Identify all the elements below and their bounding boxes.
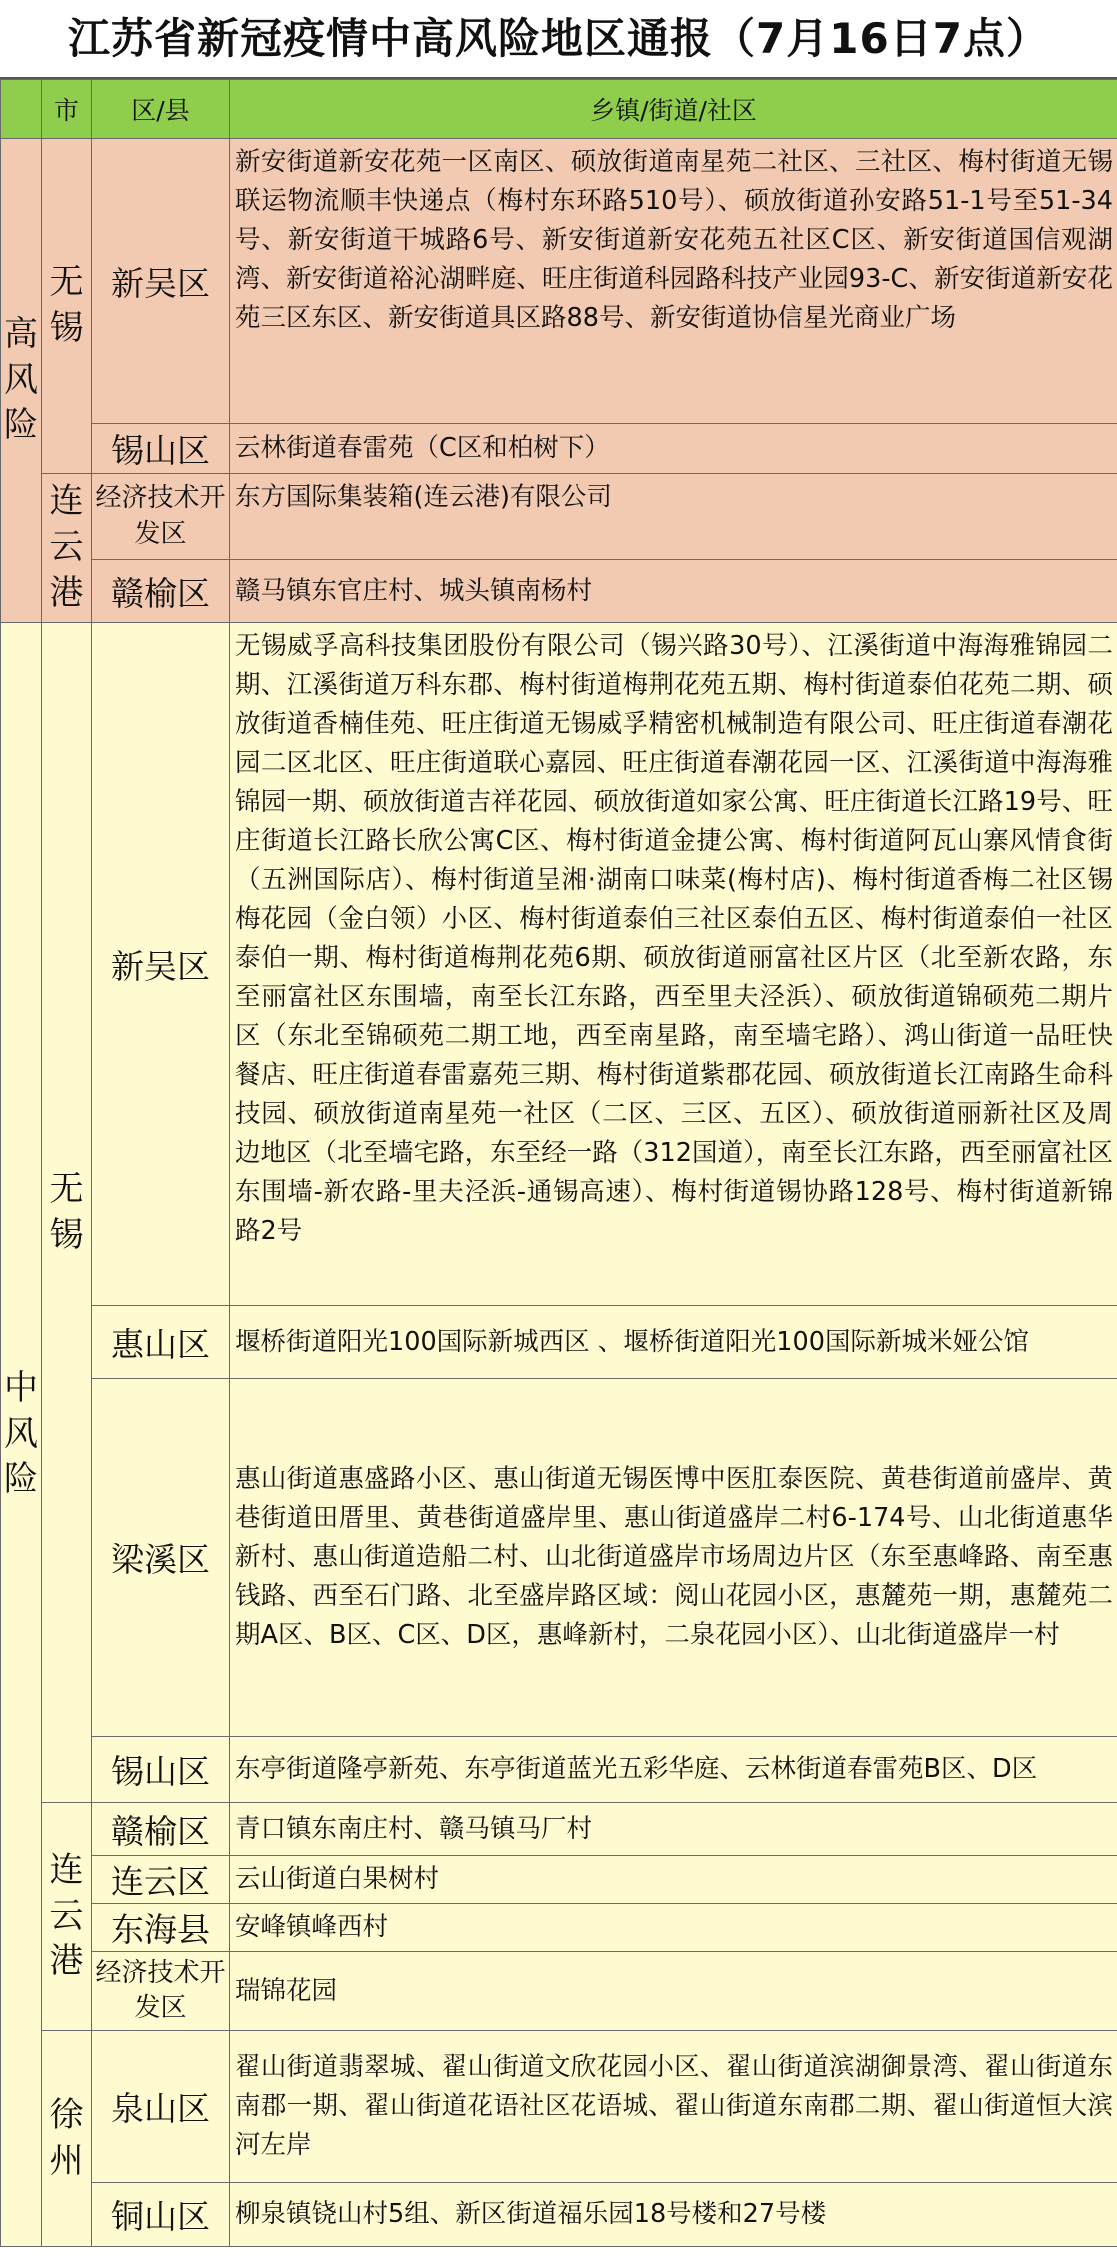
district-cell: 经济技术开发区 bbox=[92, 1952, 230, 2031]
table-row bbox=[1, 424, 1117, 474]
table-row bbox=[1, 1737, 1117, 1803]
district-cell: 赣榆区 bbox=[92, 1803, 230, 1856]
header-areas: 乡镇/街道/社区 bbox=[230, 80, 1117, 139]
areas-cell: 堰桥街道阳光100国际新城西区 、堰桥街道阳光100国际新城米娅公馆 bbox=[230, 1306, 1117, 1379]
table-row bbox=[1, 1803, 1117, 1856]
table-row bbox=[1, 560, 1117, 623]
table-row bbox=[1, 1379, 1117, 1737]
city-cell: 无锡 bbox=[42, 139, 92, 474]
header-risk bbox=[1, 80, 42, 139]
district-cell: 经济技术开发区 bbox=[92, 474, 230, 560]
district-cell: 新吴区 bbox=[92, 623, 230, 1306]
table-row bbox=[1, 1904, 1117, 1952]
district-cell: 赣榆区 bbox=[92, 560, 230, 623]
table-row bbox=[1, 623, 1117, 1306]
header-city: 市 bbox=[42, 80, 92, 139]
areas-cell: 瑞锦花园 bbox=[230, 1952, 1117, 2031]
areas-cell: 青口镇东南庄村、赣马镇马厂村 bbox=[230, 1803, 1117, 1856]
areas-cell: 云林街道春雷苑（C区和柏树下） bbox=[230, 424, 1117, 474]
areas-cell: 柳泉镇铙山村5组、新区街道福乐园18号楼和27号楼 bbox=[230, 2183, 1117, 2247]
page-title: 江苏省新冠疫情中高风险地区通报（7月16日7点） bbox=[0, 0, 1117, 79]
district-cell: 锡山区 bbox=[92, 424, 230, 474]
district-cell: 锡山区 bbox=[92, 1737, 230, 1803]
risk-level-medium: 中风险 bbox=[1, 623, 42, 2247]
areas-cell: 翟山街道翡翠城、翟山街道文欣花园小区、翟山街道滨湖御景湾、翟山街道东南郡一期、翟山街道花语社区花语城、翟山街道东南郡二期、翟山街道恒大滨河左岸 bbox=[230, 2031, 1117, 2183]
district-cell: 新吴区 bbox=[92, 139, 230, 424]
table-row bbox=[1, 2183, 1117, 2247]
table-row bbox=[1, 139, 1117, 424]
district-cell: 东海县 bbox=[92, 1904, 230, 1952]
district-cell: 梁溪区 bbox=[92, 1379, 230, 1737]
areas-cell: 安峰镇峰西村 bbox=[230, 1904, 1117, 1952]
city-cell: 连云港 bbox=[42, 1803, 92, 2031]
areas-cell: 惠山街道惠盛路小区、惠山街道无锡医博中医肛泰医院、黄巷街道前盛岸、黄巷街道田厝里、黄巷街道盛岸里、惠山街道盛岸二村6-174号、山北街道惠华新村、惠山街道造船二村、山北街道盛岸市场周边片区（东至惠峰路、南至惠钱路、西至石门路、北至盛岸路区域：阅山花园小区，惠麓苑一期，惠麓苑二期A区、B区、C区、D区，惠峰新村，二泉花园小区）、山北街道盛岸一村 bbox=[230, 1379, 1117, 1737]
district-cell: 连云区 bbox=[92, 1856, 230, 1904]
city-cell: 徐州 bbox=[42, 2031, 92, 2247]
table-row bbox=[1, 474, 1117, 560]
areas-cell: 东亭街道隆亭新苑、东亭街道蓝光五彩华庭、云林街道春雷苑B区、D区 bbox=[230, 1737, 1117, 1803]
risk-level-high: 高风险 bbox=[1, 139, 42, 623]
areas-cell: 云山街道白果树村 bbox=[230, 1856, 1117, 1904]
areas-cell: 新安街道新安花苑一区南区、硕放街道南星苑二社区、三社区、梅村街道无锡联运物流顺丰快递点（梅村东环路510号）、硕放街道孙安路51-1号至51-34号、新安街道干城路6号、新安街道新安花苑五社区C区、新安街道国信观湖湾、新安街道裕沁湖畔庭、旺庄街道科园路科技产业园93-C、新安街道新安花苑三区东区、新安街道具区路88号、新安街道协信星光商业广场 bbox=[230, 139, 1117, 424]
table-row bbox=[1, 1856, 1117, 1904]
areas-cell: 无锡威孚高科技集团股份有限公司（锡兴路30号）、江溪街道中海海雅锦园二期、江溪街道万科东郡、梅村街道梅荆花苑五期、梅村街道泰伯花苑二期、硕放街道香楠佳苑、旺庄街道无锡威孚精密机械制造有限公司、旺庄街道春潮花园二区北区、旺庄街道联心嘉园、旺庄街道春潮花园一区、江溪街道中海海雅锦园一期、硕放街道吉祥花园、硕放街道如家公寓、旺庄街道长江路19号、旺庄街道长江路长欣公寓C区、梅村街道金捷公寓、梅村街道阿瓦山寨风情食街（五洲国际店）、梅村街道呈湘·湖南口味菜(梅村店)、梅村街道香梅二社区锡梅花园（金白领）小区、梅村街道泰伯三社区泰伯五区、梅村街道泰伯一社区泰伯一期、梅村街道梅荆花苑6期、硕放街道丽富社区片区（北至新农路，东至丽富社区东围墙，南至长江东路，西至里夫泾浜）、硕放街道锦硕苑二期片区（东北至锦硕苑二期工地，西至南星路，南至墙宅路）、鸿山街道一品旺快餐店、旺庄街道春雷嘉苑三期、梅村街道紫郡花园、硕放街道长江南路生命科技园、硕放街道南星苑一社区（二区、三区、五区）、硕放街道丽新社区及周边地区（北至墙宅路，东至经一路（312国道），南至长江东路，西至丽富社区东围墙-新农路-里夫泾浜-通锡高速）、梅村街道锡协路128号、梅村街道新锦路2号 bbox=[230, 623, 1117, 1306]
city-cell: 连云港 bbox=[42, 474, 92, 623]
areas-cell: 赣马镇东官庄村、城头镇南杨村 bbox=[230, 560, 1117, 623]
district-cell: 惠山区 bbox=[92, 1306, 230, 1379]
table-header-row bbox=[1, 80, 1117, 139]
city-cell: 无锡 bbox=[42, 623, 92, 1803]
table-row bbox=[1, 1952, 1117, 2031]
risk-area-table bbox=[0, 79, 1117, 2247]
table-row bbox=[1, 1306, 1117, 1379]
district-cell: 泉山区 bbox=[92, 2031, 230, 2183]
table-row bbox=[1, 2031, 1117, 2183]
areas-cell: 东方国际集装箱(连云港)有限公司 bbox=[230, 474, 1117, 560]
header-district: 区/县 bbox=[92, 80, 230, 139]
district-cell: 铜山区 bbox=[92, 2183, 230, 2247]
